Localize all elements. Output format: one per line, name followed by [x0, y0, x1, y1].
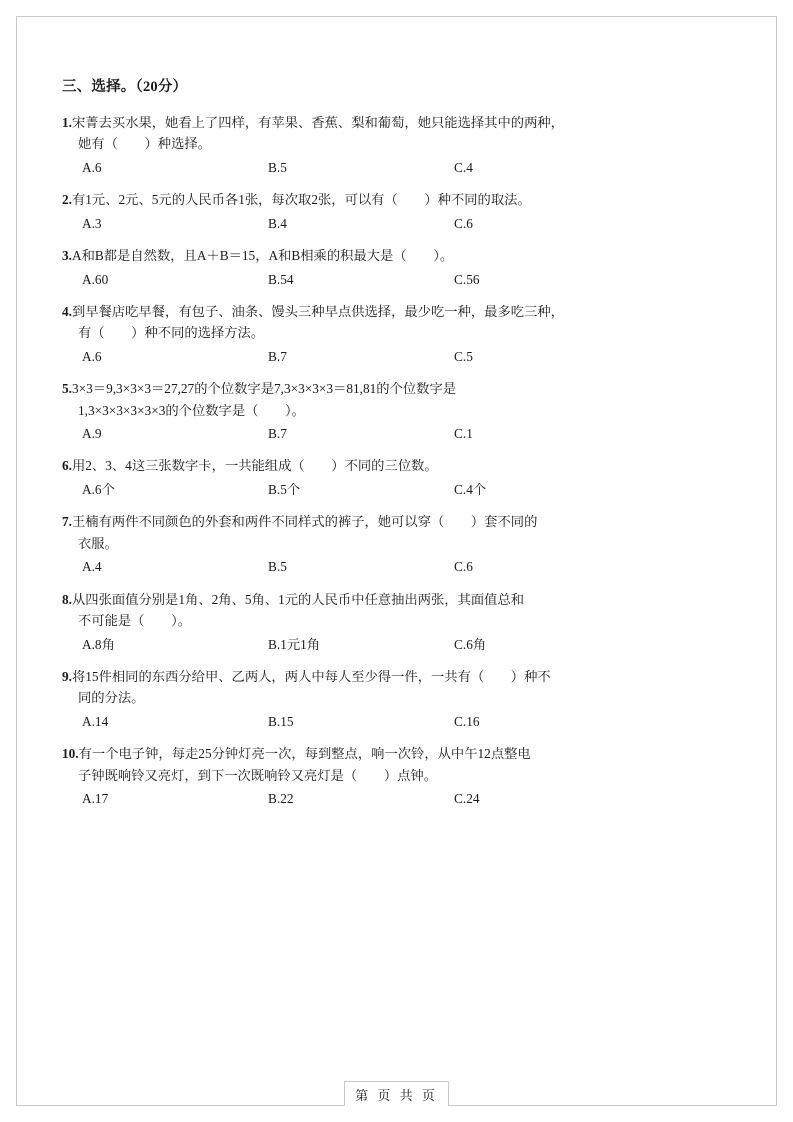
- choice-b[interactable]: B.5: [268, 159, 287, 175]
- question-1-number: 1.: [62, 114, 72, 130]
- question-7-choices: [62, 556, 700, 577]
- choice-b[interactable]: B.7: [268, 426, 287, 442]
- choice-a[interactable]: A.9: [82, 426, 102, 442]
- choice-c[interactable]: C.24: [454, 791, 480, 807]
- choice-a[interactable]: A.6: [82, 159, 102, 175]
- question-8: [62, 589, 700, 655]
- choice-c[interactable]: C.5: [454, 348, 473, 364]
- question-2: [62, 189, 700, 234]
- question-3-line-1: 3.A和B都是自然数，且A＋B＝15，A和B相乘的积最大是（ ）。: [62, 247, 454, 263]
- question-5-number: 5.: [62, 381, 72, 397]
- choice-a[interactable]: A.14: [82, 713, 109, 729]
- question-5-line-1: 5.3×3＝9,3×3×3＝27,27的个位数字是7,3×3×3×3＝81,81的个位数字是: [62, 381, 457, 397]
- page-footer: [16, 1080, 777, 1105]
- question-1-choices: [62, 157, 700, 178]
- question-6-number: 6.: [62, 458, 72, 474]
- question-5-choices: [62, 423, 700, 444]
- question-1-line-2: 她有（ ）种选择。: [78, 136, 211, 152]
- question-5: [62, 378, 700, 444]
- question-2-line-1: 2.有1元、2元、5元的人民币各1张，每次取2张，可以有（ ）种不同的取法。: [62, 192, 531, 208]
- choice-c[interactable]: C.1: [454, 426, 473, 442]
- question-6-line-1: 6.用2、3、4这三张数字卡，一共能组成（ ）不同的三位数。: [62, 458, 438, 474]
- question-3-number: 3.: [62, 247, 72, 263]
- choice-b[interactable]: B.5个: [268, 481, 301, 497]
- section-title: 三、选择。（20分）: [62, 79, 188, 95]
- question-10: [62, 743, 700, 809]
- question-10-number: 10.: [62, 746, 79, 762]
- choice-a[interactable]: A.3: [82, 215, 102, 231]
- question-2-number: 2.: [62, 192, 72, 208]
- question-10-line-1: 10.有一个电子钟，每走25分钟灯亮一次，每到整点，响一次铃，从中午12点整电: [62, 746, 531, 762]
- question-9: [62, 666, 700, 732]
- question-1: [62, 112, 700, 178]
- question-10-choices: [62, 788, 700, 809]
- question-9-line-2: 同的分法。: [78, 690, 145, 706]
- question-9-number: 9.: [62, 668, 72, 684]
- choice-a[interactable]: A.6: [82, 348, 102, 364]
- choice-c[interactable]: C.56: [454, 271, 480, 287]
- question-4-number: 4.: [62, 303, 72, 319]
- choice-b[interactable]: B.5: [268, 559, 287, 575]
- question-7-line-1: 7.王楠有两件不同颜色的外套和两件不同样式的裤子，她可以穿（ ）套不同的: [62, 514, 538, 530]
- question-9-choices: [62, 711, 700, 732]
- choice-c[interactable]: C.6: [454, 559, 473, 575]
- choice-c[interactable]: C.4: [454, 159, 473, 175]
- choice-a[interactable]: A.4: [82, 559, 102, 575]
- choice-c[interactable]: C.4个: [454, 481, 487, 497]
- choice-b[interactable]: B.7: [268, 348, 287, 364]
- choice-b[interactable]: B.1元1角: [268, 636, 321, 652]
- question-10-line-2: 子钟既响铃又亮灯，到下一次既响铃又亮灯是（ ）点钟。: [78, 767, 438, 783]
- question-4-line-2: 有（ ）种不同的选择方法。: [78, 325, 265, 341]
- question-1-line-1: 1.宋菁去买水果，她看上了四样，有苹果、香蕉、梨和葡萄，她只能选择其中的两种，: [62, 114, 564, 130]
- question-3: [62, 245, 700, 290]
- choice-b[interactable]: B.54: [268, 271, 294, 287]
- question-4: [62, 301, 700, 367]
- question-5-line-2: 1,3×3×3×3×3×3的个位数字是（ ）。: [78, 402, 305, 418]
- choice-c[interactable]: C.16: [454, 713, 480, 729]
- question-8-line-2: 不可能是（ ）。: [78, 613, 192, 629]
- choice-a[interactable]: A.6个: [82, 481, 115, 497]
- question-7-line-2: 衣服。: [78, 535, 118, 551]
- choice-a[interactable]: A.17: [82, 791, 109, 807]
- question-8-number: 8.: [62, 591, 72, 607]
- choice-c[interactable]: C.6角: [454, 636, 487, 652]
- choice-a[interactable]: A.8角: [82, 636, 115, 652]
- question-8-choices: [62, 634, 700, 655]
- question-6-choices: [62, 479, 700, 500]
- question-4-line-1: 4.到早餐店吃早餐，有包子、油条、馒头三种早点供选择，最少吃一种，最多吃三种，: [62, 303, 564, 319]
- choice-b[interactable]: B.22: [268, 791, 294, 807]
- question-9-line-1: 9.将15件相同的东西分给甲、乙两人，两人中每人至少得一件，一共有（ ）种不: [62, 668, 551, 684]
- question-6: [62, 455, 700, 500]
- question-4-choices: [62, 346, 700, 367]
- question-8-line-1: 8.从四张面值分别是1角、2角、5角、1元的人民币中任意抽出两张，其面值总和: [62, 591, 525, 607]
- question-2-choices: [62, 213, 700, 234]
- choice-b[interactable]: B.15: [268, 713, 294, 729]
- page-number-label: 第 页 共 页: [344, 1081, 449, 1106]
- choice-c[interactable]: C.6: [454, 215, 473, 231]
- page-content: [62, 78, 700, 821]
- choice-a[interactable]: A.60: [82, 271, 109, 287]
- question-7: [62, 511, 700, 577]
- question-3-choices: [62, 269, 700, 290]
- question-7-number: 7.: [62, 514, 72, 530]
- choice-b[interactable]: B.4: [268, 215, 287, 231]
